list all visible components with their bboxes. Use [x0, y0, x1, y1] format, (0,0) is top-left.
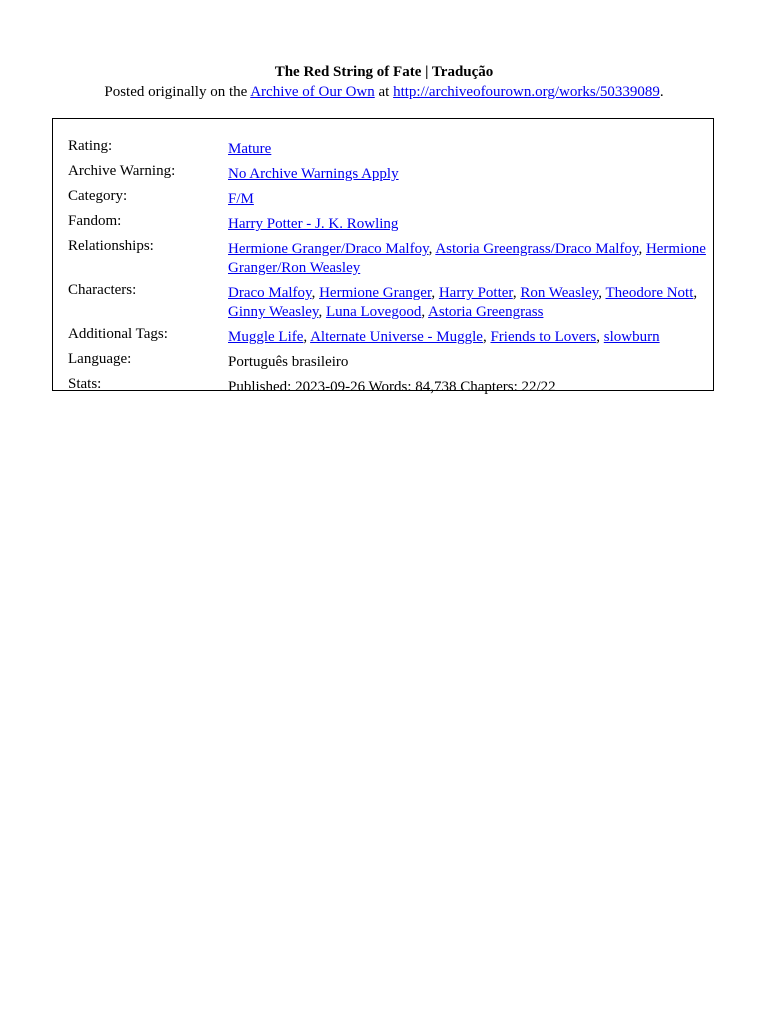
stats-value: Published: 2023-09-26 Words: 84,738 Chapters: 22/22	[228, 379, 556, 395]
category-label: Category:	[68, 188, 128, 204]
warning-label: Archive Warning:	[68, 163, 176, 179]
category-values	[228, 187, 708, 212]
characters-label: Characters:	[68, 282, 137, 298]
warning-row	[68, 162, 708, 187]
rating-label: Rating:	[68, 138, 113, 154]
character-link[interactable]: Astoria Greengrass	[428, 304, 544, 320]
fandom-label: Fandom:	[68, 213, 122, 229]
stats-row	[68, 375, 708, 400]
warning-values	[228, 162, 708, 187]
rating-values	[228, 137, 708, 162]
character-link[interactable]: Ron Weasley	[520, 285, 599, 301]
work-url-link[interactable]: http://archiveofourown.org/works/50339089	[393, 84, 660, 100]
character-link[interactable]: Ginny Weasley	[228, 304, 319, 320]
characters-values: Draco Malfoy, Hermione Granger, Harry Potter, Ron Weasley, Theodore Nott, Ginny Weasley, Luna Lovegood, Astoria Greengrass	[228, 285, 698, 320]
character-link[interactable]: Theodore Nott	[605, 285, 694, 301]
character-link[interactable]: Luna Lovegood	[325, 304, 422, 320]
category-link[interactable]: F/M	[228, 191, 254, 207]
relationship-link[interactable]: Hermione Granger/Draco Malfoy	[228, 241, 429, 257]
metadata-table	[68, 137, 708, 400]
additional-tags-row	[68, 325, 708, 350]
work-metadata-box	[52, 118, 714, 395]
stats-label: Stats:	[68, 376, 102, 392]
tag-link[interactable]: slowburn	[603, 329, 660, 345]
fandom-link[interactable]: Harry Potter - J. K. Rowling	[228, 216, 399, 232]
character-link[interactable]: Draco Malfoy	[228, 285, 312, 301]
relationships-label: Relationships:	[68, 238, 154, 254]
characters-row	[68, 281, 708, 325]
relationship-link[interactable]: Hermione Granger/Ron Weasley	[228, 241, 706, 276]
rating-row	[68, 137, 708, 162]
tag-link[interactable]: Muggle Life	[228, 329, 304, 345]
category-row	[68, 187, 708, 212]
work-title: The Red String of Fate | Tradução	[274, 64, 494, 80]
rating-link[interactable]: Mature	[228, 141, 272, 157]
relationships-row	[68, 237, 708, 281]
fandom-values	[228, 212, 708, 237]
character-link[interactable]: Hermione Granger	[319, 285, 432, 301]
language-label: Language:	[68, 351, 132, 367]
additional-tags-label: Additional Tags:	[68, 326, 168, 342]
fandom-row	[68, 212, 708, 237]
relationship-link[interactable]: Astoria Greengrass/Draco Malfoy	[435, 241, 639, 257]
posted-period: .	[659, 84, 664, 100]
language-row	[68, 350, 708, 375]
relationships-values: Hermione Granger/Draco Malfoy, Astoria Greengrass/Draco Malfoy, Hermione Granger/Ron Weasley	[228, 241, 706, 276]
warning-link[interactable]: No Archive Warnings Apply	[228, 166, 399, 182]
character-link[interactable]: Harry Potter	[438, 285, 513, 301]
additional-tags-values: Muggle Life, Alternate Universe - Muggle, Friends to Lovers, slowburn	[228, 329, 660, 345]
posted-prefix: Posted originally on the	[104, 84, 251, 100]
work-header	[0, 62, 768, 102]
tag-link[interactable]: Alternate Universe - Muggle	[310, 329, 483, 345]
at-text: at	[374, 84, 394, 100]
tag-link[interactable]: Friends to Lovers	[490, 329, 597, 345]
posted-line	[0, 82, 768, 102]
archive-link[interactable]: Archive of Our Own	[250, 84, 375, 100]
language-value: Português brasileiro	[228, 354, 349, 370]
